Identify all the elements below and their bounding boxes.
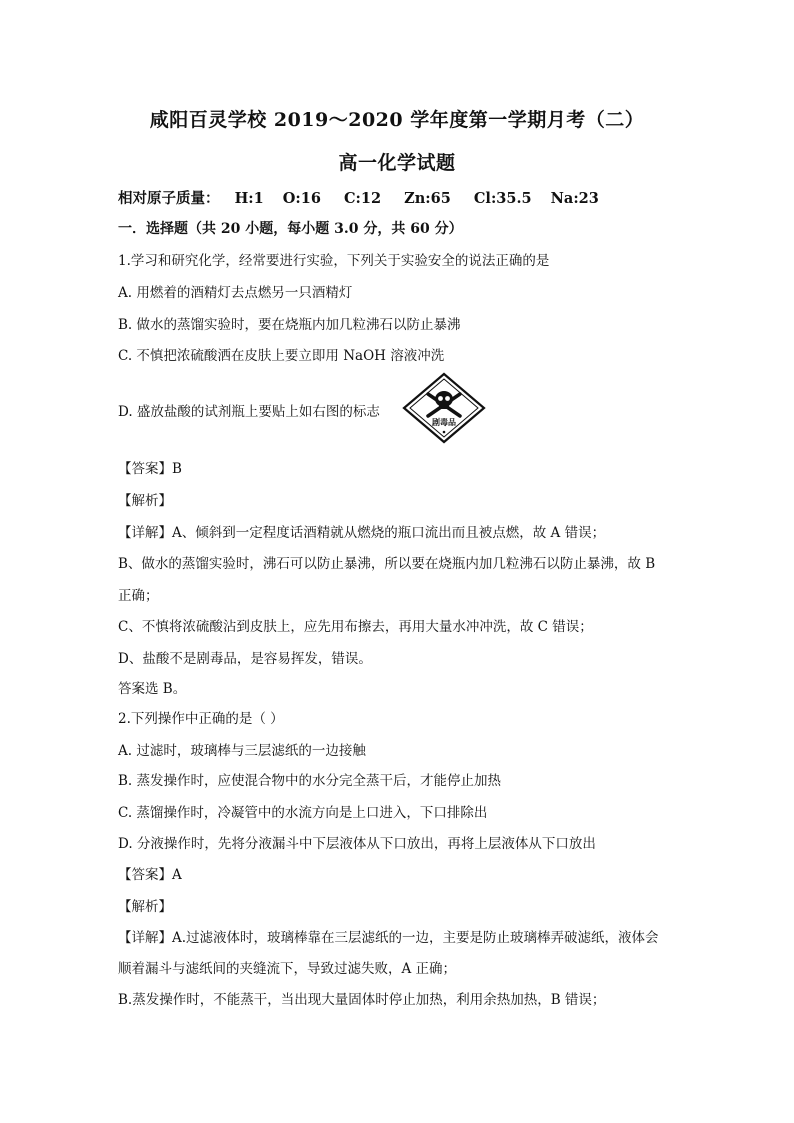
sign-label: 剧毒品 — [432, 418, 456, 427]
atomic-mass-label: 相对原子质量： — [118, 190, 220, 207]
atomic-mass-item: Cl:35.5 — [473, 190, 532, 207]
detail-line: 【详解】A.过滤液体时，玻璃棒靠在三层滤纸的一边，主要是防止玻璃棒弄破滤纸，液体会 — [118, 930, 659, 946]
atomic-mass-item: H:1 — [234, 190, 264, 207]
question-option: A. 用燃着的酒精灯去点燃另一只酒精灯 — [118, 285, 353, 301]
question-stem: 2.下列操作中正确的是（ ） — [118, 711, 284, 727]
analysis-label: 【解析】 — [118, 899, 172, 915]
question-option: C. 蒸馏操作时，冷凝管中的水流方向是上口进入，下口排除出 — [118, 805, 488, 821]
toxic-warning-sign — [402, 372, 486, 444]
detail-line: B、做水的蒸馏实验时，沸石可以防止暴沸，所以要在烧瓶内加几粒沸石以防止暴沸，故 B — [118, 556, 656, 572]
atomic-mass-item: Zn:65 — [404, 190, 451, 207]
detail-line: C、不慎将浓硫酸沾到皮肤上，应先用布擦去，再用大量水冲冲洗，故 C 错误； — [118, 619, 593, 635]
question-option: B. 做水的蒸馏实验时，要在烧瓶内加几粒沸石以防止暴沸 — [118, 317, 461, 333]
document-subtitle: 高一化学试题 — [338, 152, 456, 174]
atomic-mass-line — [118, 187, 599, 208]
answer-label: 【答案】B — [118, 461, 182, 477]
detail-line: D、盐酸不是剧毒品，是容易挥发，错误。 — [118, 651, 372, 667]
detail-line: 顺着漏斗与滤纸间的夹缝流下，导致过滤失败，A 正确； — [118, 961, 457, 977]
section-heading: 一．选择题（共 20 小题，每小题 3.0 分，共 60 分） — [118, 221, 463, 237]
atomic-mass-item: O:16 — [282, 190, 321, 207]
question-option: B. 蒸发操作时，应使混合物中的水分完全蒸干后，才能停止加热 — [118, 773, 502, 789]
detail-line: 答案选 B。 — [118, 681, 187, 697]
detail-line: 【详解】A、倾斜到一定程度话酒精就从燃烧的瓶口流出而且被点燃，故 A 错误； — [118, 525, 606, 541]
question-option: D. 盛放盐酸的试剂瓶上要贴上如右图的标志 — [118, 404, 380, 420]
question-option: C. 不慎把浓硫酸洒在皮肤上要立即用 NaOH 溶液冲洗 — [118, 348, 445, 364]
question-stem: 1.学习和研究化学，经常要进行实验，下列关于实验安全的说法正确的是 — [118, 253, 550, 269]
analysis-label: 【解析】 — [118, 493, 172, 509]
detail-line: 正确； — [118, 588, 159, 604]
answer-label: 【答案】A — [118, 867, 182, 883]
detail-line: B.蒸发操作时，不能蒸干，当出现大量固体时停止加热，利用余热加热，B 错误； — [118, 992, 606, 1008]
document-title: 咸阳百灵学校 2019～2020 学年度第一学期月考（二） — [149, 109, 645, 131]
question-option: D. 分液操作时，先将分液漏斗中下层液体从下口放出，再将上层液体从下口放出 — [118, 836, 596, 852]
atomic-mass-item: C:12 — [344, 190, 382, 207]
question-option: A. 过滤时，玻璃棒与三层滤纸的一边接触 — [118, 743, 366, 759]
atomic-mass-item: Na:23 — [550, 190, 599, 207]
